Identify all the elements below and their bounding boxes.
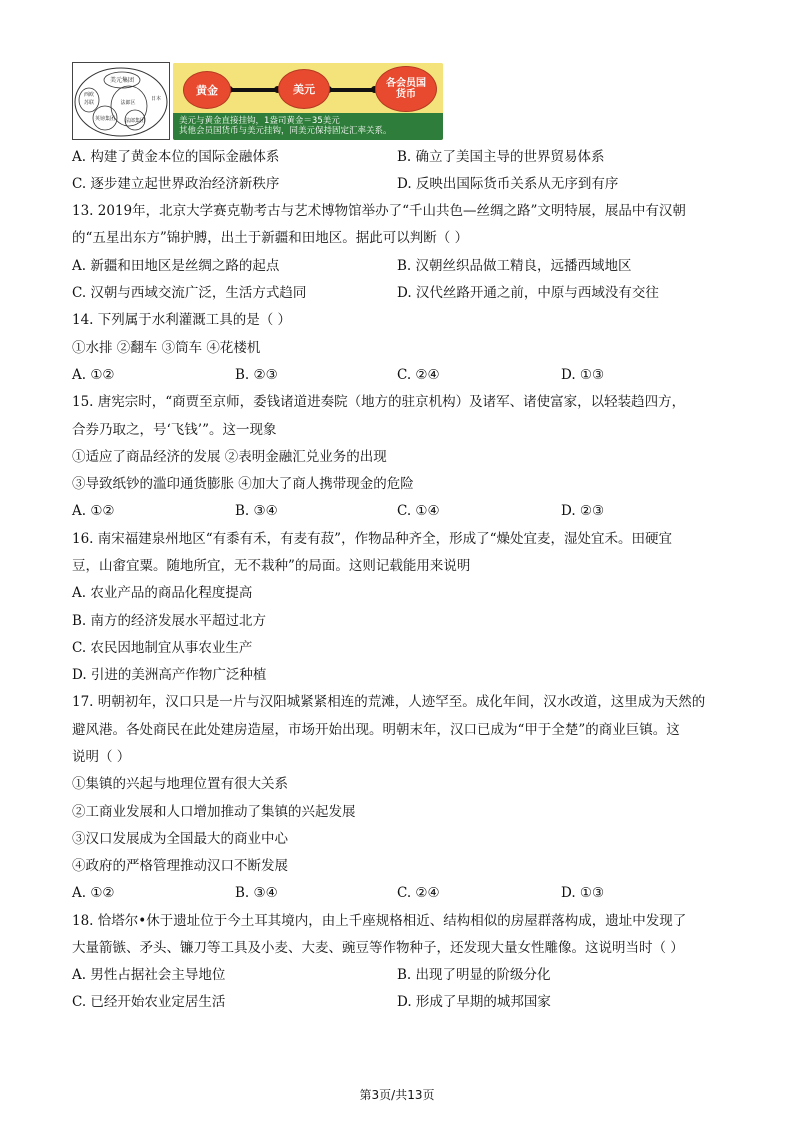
- q15-option-a[interactable]: A. ①②: [72, 503, 115, 519]
- q15-option-c[interactable]: C. ①④: [397, 503, 440, 519]
- q18-option-d[interactable]: D. 形成了早期的城邦国家: [397, 994, 551, 1010]
- q13-options-row-2: [72, 283, 659, 303]
- q18-option-b[interactable]: B. 出现了明显的阶级分化: [397, 967, 551, 983]
- venn-label-franc-bloc: 法郎集团: [124, 118, 146, 124]
- q13-option-c[interactable]: C. 汉朝与西域交流广泛，生活方式趋同: [72, 285, 307, 301]
- q14-option-c[interactable]: C. ②④: [397, 367, 440, 383]
- q13-options-row-1: [72, 256, 632, 276]
- venn-label-japan: 日本: [150, 96, 162, 102]
- q12-option-d[interactable]: D. 反映出国际货币关系从无序到有序: [397, 176, 619, 192]
- q16-option-c[interactable]: C. 农民因地制宜从事农业生产: [72, 640, 253, 656]
- q18-stem-line-2: 大量箭镞、矛头、镰刀等工具及小麦、大麦、豌豆等作物种子，还发现大量女性雕像。这说明当时（ ）: [72, 940, 684, 956]
- q17-stem-line-1: 17. 明朝初年，汉口只是一片与汉阳城紧紧相连的荒滩，人迹罕至。成化年间，汉水改道，这里成为天然的: [72, 694, 706, 710]
- banner-caption-1: 美元与黄金直接挂钩，1盎司黄金＝35美元: [179, 116, 340, 126]
- q13-stem-line-1: 13. 2019年，北京大学赛克勒考古与艺术博物馆举办了“千山共色—丝绸之路”文明特展，展品中有汉朝: [72, 203, 686, 219]
- q17-item-4: ④政府的严格管理推动汉口不断发展: [72, 858, 288, 874]
- q16-option-b[interactable]: B. 南方的经济发展水平超过北方: [72, 613, 267, 629]
- q17-option-b[interactable]: B. ③④: [235, 885, 278, 901]
- q12-options-row-1: [72, 147, 605, 167]
- q14-options-row: [72, 365, 605, 385]
- venn-label-west-europe: 西欧: [83, 92, 95, 98]
- q17-options-row: [72, 883, 605, 903]
- q17-stem-line-2: 避风港。各处商民在此处建房造屋，市场开始出现。明朝末年，汉口已成为“甲于全楚”的商业巨镇。这: [72, 722, 680, 738]
- member-currency-node: [375, 66, 437, 112]
- bretton-woods-figure: [72, 62, 442, 142]
- q12-option-b[interactable]: B. 确立了美国主导的世界贸易体系: [397, 149, 605, 165]
- q17-item-2: ②工商业发展和人口增加推动了集镇的兴起发展: [72, 804, 356, 820]
- q16-stem-line-1: 16. 南宋福建泉州地区“有黍有禾，有麦有菽”，作物品种齐全，形成了“燥处宜麦，湿处宜禾。田硬宜: [72, 531, 672, 547]
- q15-stem-line-1: 15. 唐宪宗时，“商贾至京师，委钱诸道进奏院（地方的驻京机构）及诸军、诸使富家，以轻装趋四方，: [72, 394, 686, 410]
- member-currency-label: 各会员国 货币: [386, 78, 426, 100]
- banner-caption-2: 其他会员国货币与美元挂钩，同美元保持固定汇率关系。: [179, 126, 392, 136]
- q14-option-d[interactable]: D. ①③: [561, 367, 605, 383]
- gold-usd-link: [229, 88, 278, 92]
- currency-bloc-venn-diagram: [72, 62, 170, 140]
- q13-option-d[interactable]: D. 汉代丝路开通之前，中原与西域没有交往: [397, 285, 659, 301]
- q14-stem: 14. 下列属于水利灌溉工具的是（ ）: [72, 312, 292, 328]
- q13-option-a[interactable]: A. 新疆和田地区是丝绸之路的起点: [72, 258, 280, 274]
- q18-option-a[interactable]: A. 男性占据社会主导地位: [72, 967, 226, 983]
- q18-options-row-2: [72, 992, 551, 1012]
- venn-label-sterling: 英镑集团: [94, 116, 116, 122]
- q13-stem-line-2: 的“五星出东方”锦护膊，出土于新疆和田地区。据此可以判断（ ）: [72, 230, 469, 246]
- q17-option-a[interactable]: A. ①②: [72, 885, 115, 901]
- q18-option-c[interactable]: C. 已经开始农业定居生活: [72, 994, 226, 1010]
- q17-item-1: ①集镇的兴起与地理位置有很大关系: [72, 776, 288, 792]
- usd-node: 美元: [278, 69, 330, 109]
- venn-label-usd-bloc: 美元集团: [109, 77, 135, 84]
- gold-node: 黄金: [183, 71, 231, 109]
- q15-items-line-2: ③导致纸钞的滥印通货膨胀 ④加大了商人携带现金的危险: [72, 476, 414, 492]
- q15-stem-line-2: 合券乃取之，号‘飞钱’”。这一现象: [72, 422, 277, 438]
- venn-label-franc-area: 法郎区: [120, 100, 136, 106]
- q15-option-b[interactable]: B. ③④: [235, 503, 278, 519]
- q14-option-b[interactable]: B. ②③: [235, 367, 278, 383]
- q13-option-b[interactable]: B. 汉朝丝织品做工精良，远播西域地区: [397, 258, 632, 274]
- q16-option-a[interactable]: A. 农业产品的商品化程度提高: [72, 585, 253, 601]
- currency-peg-banner: [173, 63, 443, 140]
- q18-options-row-1: [72, 965, 551, 985]
- q17-stem-line-3: 说明（ ）: [72, 749, 131, 765]
- usd-member-link: [328, 88, 375, 92]
- q15-items-line-1: ①适应了商品经济的发展 ②表明金融汇兑业务的出现: [72, 449, 387, 465]
- q12-options-row-2: [72, 174, 619, 194]
- q18-stem-line-1: 18. 恰塔尔•休于遗址位于今土耳其境内，由上千座规格相近、结构相似的房屋群落构成，遗址中发现了: [72, 913, 687, 929]
- q15-option-d[interactable]: D. ②③: [561, 503, 605, 519]
- q16-option-d[interactable]: D. 引进的美洲高产作物广泛种植: [72, 667, 267, 683]
- q17-item-3: ③汉口发展成为全国最大的商业中心: [72, 831, 288, 847]
- venn-label-soviet: 苏联: [83, 100, 95, 106]
- q16-stem-line-2: 豆，山畬宜粟。随地所宜，无不栽种”的局面。这则记载能用来说明: [72, 558, 471, 574]
- q17-option-d[interactable]: D. ①③: [561, 885, 605, 901]
- q14-items: ①水排 ②翻车 ③筒车 ④花楼机: [72, 340, 261, 356]
- q14-option-a[interactable]: A. ①②: [72, 367, 115, 383]
- q17-option-c[interactable]: C. ②④: [397, 885, 440, 901]
- q12-option-a[interactable]: A. 构建了黄金本位的国际金融体系: [72, 149, 280, 165]
- q15-options-row: [72, 501, 605, 521]
- page-number: 第3页/共13页: [359, 1088, 435, 1102]
- q12-option-c[interactable]: C. 逐步建立起世界政治经济新秩序: [72, 176, 280, 192]
